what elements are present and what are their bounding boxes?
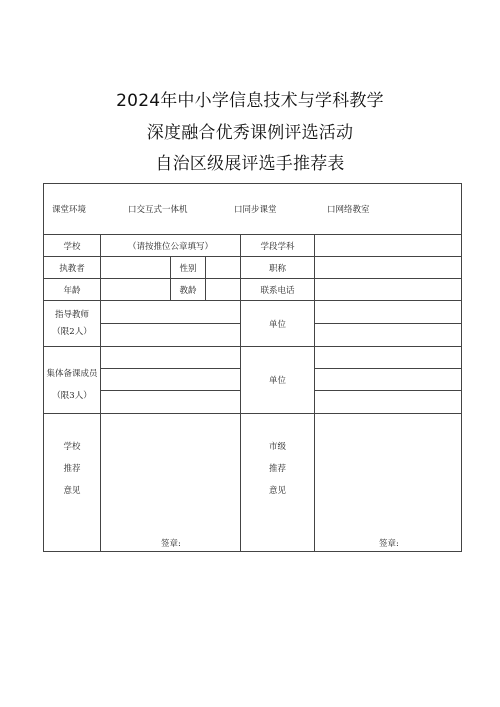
school-recommend-label (44, 414, 101, 552)
teacher-label: 执教者 (44, 257, 101, 279)
title-field[interactable] (315, 257, 462, 279)
city-seal-label: 签章: (379, 539, 399, 549)
option-network-classroom[interactable]: 口网络教室 (327, 205, 370, 215)
option-synchronous-class[interactable]: 口同步课堂 (234, 205, 277, 215)
environment-label: 课堂环境 (52, 205, 87, 215)
teaching-age-field[interactable] (206, 279, 241, 301)
group-limit: （限3人） (52, 391, 92, 401)
city-recommend-field[interactable] (315, 414, 462, 552)
group-label: 集体备课成员 (46, 368, 98, 379)
stage-subject-field[interactable] (315, 235, 462, 257)
teacher-field[interactable] (101, 257, 171, 279)
instructor-limit: （限2人） (52, 326, 92, 337)
school-recommend-label-2: 推荐 (63, 464, 81, 474)
school-label: 学校 (44, 235, 101, 257)
city-recommend-label-3: 意见 (268, 486, 286, 496)
teaching-age-label: 教龄 (171, 279, 206, 301)
school-recommend-label-3: 意见 (63, 486, 81, 496)
city-recommend-label-1: 市级 (268, 442, 286, 452)
group-unit-field-3[interactable] (315, 391, 462, 414)
instructor-label-cell (44, 301, 101, 347)
stage-subject-label: 学段学科 (241, 235, 315, 257)
group-label-cell (44, 347, 101, 414)
city-recommend-label (241, 414, 315, 552)
instructor-unit-field-2[interactable] (315, 324, 462, 347)
school-recommend-field[interactable] (101, 414, 241, 552)
instructor-label: 指导教师 (54, 310, 89, 321)
school-hint: （请按推位公章填写） (127, 241, 213, 252)
group-member-field-3[interactable] (101, 391, 241, 414)
phone-label: 联系电话 (241, 279, 315, 301)
group-member-field-1[interactable] (101, 347, 241, 369)
age-field[interactable] (101, 279, 171, 301)
group-unit-field-1[interactable] (315, 347, 462, 369)
form-title-line-3: 自治区级展评选手推荐表 (155, 154, 345, 174)
group-unit-field-2[interactable] (315, 369, 462, 391)
environment-cell (44, 184, 462, 235)
instructor-unit-field-1[interactable] (315, 301, 462, 324)
title-label: 职称 (241, 257, 315, 279)
gender-label: 性别 (171, 257, 206, 279)
city-recommend-label-2: 推荐 (268, 464, 286, 474)
form-title-line-1: 2024年中小学信息技术与学科教学 (116, 91, 384, 111)
instructor-name-field-1[interactable] (101, 301, 241, 324)
gender-field[interactable] (206, 257, 241, 279)
recommendation-form-table (43, 183, 462, 552)
option-interactive-whiteboard[interactable]: 口交互式一体机 (128, 205, 188, 215)
group-member-field-2[interactable] (101, 369, 241, 391)
form-title-line-2: 深度融合优秀课例评选活动 (146, 123, 354, 143)
school-field[interactable] (101, 235, 241, 257)
phone-field[interactable] (315, 279, 462, 301)
instructor-unit-label: 单位 (241, 301, 315, 347)
group-unit-label: 单位 (241, 347, 315, 414)
school-sign-label: 签章: (161, 539, 181, 549)
age-label: 年龄 (44, 279, 101, 301)
school-recommend-label-1: 学校 (63, 442, 81, 452)
instructor-name-field-2[interactable] (101, 324, 241, 347)
